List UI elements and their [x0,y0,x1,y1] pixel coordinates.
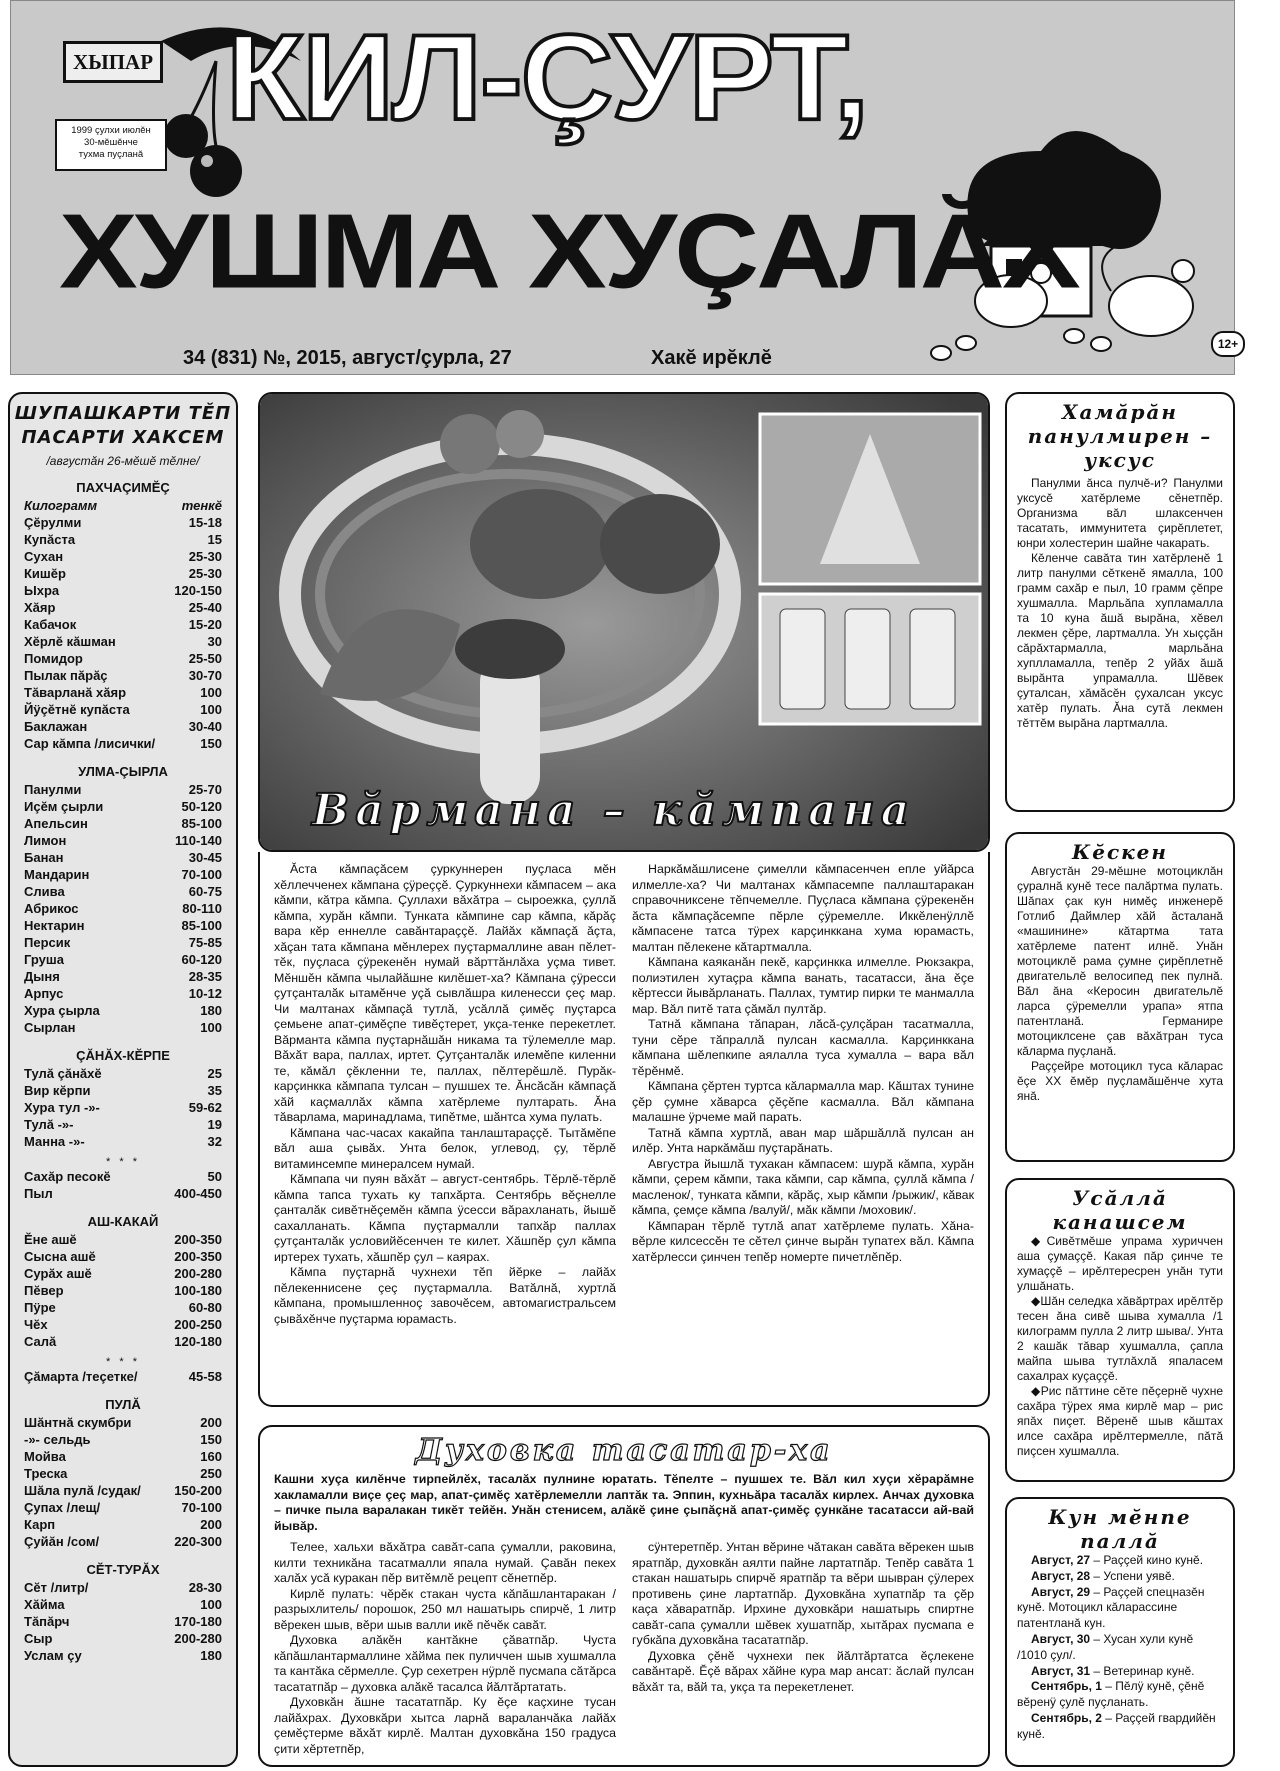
price-row [10,1414,236,1431]
date-label: Сентябрь, 1 [1031,1679,1102,1694]
brand-logo: ХЫПАР [63,41,163,83]
price-row [10,548,236,565]
item-name: Иçĕм çырли [24,799,104,814]
date-event: – Раççей кино кунĕ. [1090,1553,1204,1567]
item-name: Сар кăмпа /лисички/ [24,736,156,751]
paragraph: Телее, хальхи вăхăтра савăт-сапа çумалли, раковина, килти техникăна тасатмалли япала нумай. Çавăн пекех халăх усă куракан пĕр витĕмлĕ рецепт сĕнетпĕр. [274,1540,616,1585]
oven-lead: Кашни хуçа килĕнче тирпейлĕх, тасалăх пулнине юратать. Тĕпелте – пушшех те. Вăл кил хуçи хĕрарăмне хакламалли виçе çеç мар, апат-çимĕç хатĕрлемелли лаптăк та. Эппин, кухньăра тасалăх кирлех. Анчах духовка – пичке пыла варалакан тикĕт тейĕн. Унăн стенисем, алăкĕ çине çыпăçнă апат-çимĕç çункăне тасатасси ай-вай йывăр. [274,1472,974,1533]
item-price: 70-100 [181,867,222,882]
item-price: 28-30 [188,1580,222,1595]
item-name: Абрикос [24,901,79,916]
date-entry [1017,1711,1223,1743]
paragraph: Духовкăн ăшне тасататпăр. Ку ĕçе каçхине тусан лайăхрах. Духовкăри хытса ларнă вараланчăка лайăх çемĕçтерме вăхăт кирлĕ. Малтан духовкăна 150 градуса çити хĕртетпĕр, [274,1695,616,1756]
price-row [10,667,236,684]
item-name: Тăпăрч [24,1614,70,1629]
item-name: Карп [24,1517,56,1532]
item-price: 25-30 [188,549,222,564]
price-row [10,1185,236,1202]
item-price: 80-110 [182,901,222,916]
item-price: 25-40 [188,600,222,615]
item-price: 200-250 [174,1317,222,1332]
price-row [10,718,236,735]
paragraph: Кăмпаран тĕрлĕ тутлă апат хатĕрлеме пулать. Хăна-вĕрле килсессĕн те сĕтел çинче вырăн тупатех вăл. Кăмпа хатĕрлесси çинчен тепĕр номерте пичетлĕпĕр. [632,1218,974,1264]
price-row [10,1231,236,1248]
price-row [10,1116,236,1133]
item-name: Кишĕр [24,566,66,581]
item-price: 25 [207,1066,222,1081]
market-section-heading: УЛМА-ÇЫРЛА [78,764,168,779]
price-row [10,1448,236,1465]
item-price: 150 [200,736,222,751]
paragraph: Кăмпа пуçтарнă чухнехи тĕп йĕрке – лайăх пĕлекеннисене çеç пуçтармалла. Ватăлнă, хуртлă кăмпана, промышленноç завочĕсем, автомагистральсем çывăхĕнче пуçтарма юрамасть. [274,1265,616,1326]
paragraph: Наркăмăшлисене çимелли кăмпасенчен епле уйăрса илмелле-ха? Чи малтанах кăмпасемпе паллаштаракан справочниксене тĕпчемелле. Пуçласа кăмпана çÿрекенĕн ăста кăмпаçăсемпе пĕрле çÿремелле. Иккĕленÿллĕ кăмпасене татса тÿрех карçинккана хума юрамасть, малтан пĕлекене кăтартмалла. [632,862,974,954]
item-name: Хăйма [24,1597,65,1612]
paragraph: ◆Рис пăттине сĕте пĕçернĕ чухне сахăра тÿрех яма кирлĕ мар – рис япăх пиçет. Вĕренĕ шыв кăштах илсе сахăра ирĕлтермелле, пăтă пиçсен хушмалла. [1017,1384,1223,1458]
item-price: 200 [200,1517,222,1532]
price-row [10,832,236,849]
item-price: 100 [200,1020,222,1035]
price-row [10,1333,236,1350]
item-name: Вир кĕрпи [24,1083,91,1098]
item-name: Сĕт /литр/ [24,1580,89,1595]
item-name: Пÿре [24,1300,56,1315]
paragraph: Кăмпана каяканăн пекĕ, карçинкка илмелле. Рюкзакра, полиэтилен хутаçра кăмпа ванать, тасатасси, ăна ĕçе кĕртесси йывăрланать. Паллах, тумтир пирки те манмалла мар. Вăл питĕ тата çăмăл пултăр. [632,955,974,1016]
price-row [10,565,236,582]
vinegar-title: Хамăрăн панулмирен – уксус [1027,400,1213,472]
date-entry [1017,1664,1223,1680]
tips-title: Усăллă канашсем [1052,1186,1188,1234]
market-title: ШУПАШКАРТИ ТĔП ПАСАРТИ ХАКСЕМ [14,403,232,448]
price-row [10,1248,236,1265]
item-price: 200-350 [174,1249,222,1264]
paragraph: ◆Сивĕтмĕше упрама хуриччен аша çумаççĕ. Какая пăр çинче те хумаççĕ – ирĕлтересрен унăн тути улшăнать. [1017,1234,1223,1293]
price-row [10,735,236,752]
market-list [10,480,236,1664]
founding-note [55,119,167,171]
price-row [10,1596,236,1613]
item-price: 25-30 [188,566,222,581]
price-row [10,701,236,718]
item-name: Сухан [24,549,64,564]
item-name: Помидор [24,651,83,666]
price-row [10,1613,236,1630]
item-price: 35 [207,1083,222,1098]
item-name: Мандарин [24,867,90,882]
item-name: Кабачок [24,617,77,632]
price-row [10,599,236,616]
item-price: 150-200 [174,1483,222,1498]
item-name: Апельсин [24,816,88,831]
item-price: 180 [200,1003,222,1018]
price-row [10,866,236,883]
item-name: Нектарин [24,918,85,933]
date-event: – Раççей гвардийĕн кунĕ. [1017,1710,1216,1741]
price-row [10,1168,236,1185]
paragraph: Кăмпана çĕртен туртса кăлармалла мар. Кăштах тунине çĕр çумне хăварса çĕçĕпе касмалла. Вăл кăмпана малашне ÿрчеме май парать. [632,1079,974,1124]
item-price: 200-280 [174,1266,222,1281]
item-name: Шăла пулă /судак/ [24,1483,141,1498]
price-row [10,650,236,667]
paragraph: Духовка çĕнĕ чухнехи пек йăлтăртатса ĕçлекене савăнтарĕ. Ĕçĕ вăрах хăйне кура мар ансат: ăслай пулсан вăхăт та, вăй та, укçа та перекетленет. [632,1648,974,1694]
price-row [10,1499,236,1516]
item-price: 180 [200,1648,222,1663]
units-label: Килограмм [24,498,98,513]
item-price: 100 [200,1597,222,1612]
item-price: 85-100 [181,816,222,831]
item-name: Сырлан [24,1020,76,1035]
item-name: Треска [24,1466,68,1481]
price-row [10,531,236,548]
item-name: Сурăх ашĕ [24,1266,92,1281]
feature-title: Вăрмана – кăмпана [312,785,916,836]
item-name: Шăнтнă скумбри [24,1415,132,1430]
price-row [10,633,236,650]
item-name: Çупах /лещ/ [24,1500,101,1515]
item-name: Çĕрулми [24,515,82,530]
paragraph: Кăмпана час-часах какайпа танлаштараççĕ. Тытăмĕпе вăл аша çывăх. Унта белок, углевод, çу, тĕрлĕ витаминсемпе минералсем нумай. [274,1125,616,1171]
item-price: 25-50 [188,651,222,666]
feature-article [258,852,990,1407]
item-price: 400-450 [174,1186,222,1201]
paragraph: Кирлĕ пулать: чĕрĕк стакан чуста кăпăшлантаракан /разрыхлитель/ порошок, 250 мл нашатырь спирчĕ, 1 литр вĕрекен шыв, вĕри шыв валли икĕ пĕчĕк савăт. [274,1586,616,1632]
price-row [10,1316,236,1333]
item-name: Арпус [24,986,64,1001]
date-entry [1017,1553,1223,1569]
item-name: Хăяр [24,600,56,615]
price-row [10,1431,236,1448]
market-prices-panel [8,392,238,1767]
price-row [10,514,236,531]
price-row [10,985,236,1002]
item-price: 30 [207,634,222,649]
item-price: 150 [200,1432,222,1447]
item-name: Мойва [24,1449,66,1464]
price-row [10,1516,236,1533]
item-price: 75-85 [188,935,222,950]
paragraph: сÿнтеретпĕр. Унтан вĕрине чăтакан савăта вĕрекен шыв яратпăр, духовкăн аялти пайне лартатпăр. Тепĕр савăта 1 стакан нашатырь спирчĕ яратпăр та вĕри шывран çÿлерех противень çине лартатпăр. Духовкăна хупатпăр та çĕр каçа хăваратпăр. Ирхине духовкăри нашатырь спиртне савăт-сапа çумалли шĕвек хушатпăр, хытăрах пусмапа е губкăпа духовкăна тасататпăр. [632,1540,974,1647]
item-name: Хура çырла [24,1003,100,1018]
feature-column-1 [274,862,616,1395]
paragraph: Кăмпапа чи пуян вăхăт – август-сентябрь. Тĕрлĕ-тĕрлĕ кăмпа тапса тухать ку тапхăрта. Сентябрь вĕçнелле çанталăк сивĕтнĕçемĕн кăмпа ÿсесси вăрахланать, йышĕ сахалланать. Кăмпа пуçтармалли тапхăр паллах çутçанталăк условийĕсенчен те килет. Хăшпĕр çул кăмпа иртерех тухать, хăшпĕр çул – каярах. [274,1172,616,1264]
item-price: 220-300 [174,1534,222,1549]
paragraph: Августăн 29-мĕшне мотоциклăн çуралнă кунĕ тесе палăртма пулать. Шăпах çак кун нимĕç инженерĕ Готлиб Даймлер хăй ăсталанă «машинине» кăтартма тата хатĕрлеме патент илнĕ. Унăн мотоциклĕ рама çумне çирĕплетнĕ двигательлĕ велосипед пек пулнă. Вăл ăна «Керосин двигательлĕ ларса çÿремелли урапа» ятпа патентланă. Германире мотоциклсене çав вăхăтран туса кăларма пуçланă. [1017,864,1223,1058]
item-price: 28-35 [188,969,222,984]
date-entry [1017,1632,1223,1664]
market-units-row [10,497,236,514]
price-row [10,934,236,951]
item-price: 60-75 [188,884,222,899]
price-row [10,951,236,968]
item-price: 100 [200,685,222,700]
item-price: 60-80 [188,1300,222,1315]
market-section-heading: * * * [106,1156,140,1168]
price-row [10,1465,236,1482]
date-event: – Хусан хули кунĕ /1010 çул/. [1017,1631,1194,1662]
item-name: Баклажан [24,719,88,734]
item-price: 85-100 [181,918,222,933]
date-event: – Пĕлÿ кунĕ, çĕнĕ вĕренÿ çулĕ пуçланать. [1017,1679,1205,1710]
founding-line: 1999 çулхи июлĕн [71,125,151,136]
price-row [10,1368,236,1385]
paragraph: Раççейре мотоцикл туса кăларас ĕçе XX ĕмĕр пуçламăшĕнче хута янă. [1017,1059,1223,1103]
dates-title: Кун мĕнпе паллă [1048,1505,1192,1553]
paragraph: Ăста кăмпаçăсем çуркуннерен пуçласа мĕн хĕллечченех кăмпана çÿреççĕ. Çуркуннехи кăмпасем – ака кăмпи, кăтра кăмпа. Çуллахи вăхăтра – сыроежка, çуллă кăмпа, хурăн кăмпи. Тунката кăмпине сар кăмпа, кăрăç вара кĕр еннелле савăнтараççĕ. Лайăх кăмпаçă ăçта, хăçан тата кăмпана мĕнлерех пуçтармаллине аван пĕлет-тĕк, пуçласа çÿрекенĕн нумай вăрттăнлăха уçма тивет. Мĕншĕн кăмпа чылайăшне килĕшет-ха? Кăмпана çÿресси çутçанталăк ытамĕнче уçă сывлăшра киленесси çеç мар. Чи малтанах кăмпаçă тутлă, усăллă çимĕç пуçтарса çемьене апат-çимĕçпе тивĕçтерет, укçа-тенке перекетлет. Вăрманта кăмпа пуçтарнăшăн никама та тÿлемелле мар. Вăхăт вара, паллах, иртет. Çутçанталăк илемĕпе киленни те, кăмăл çĕкленни те, паллах, пĕлтерĕшлĕ. Пурăк-карçинкка кăмпапа тулсан – пушшех те. Ăнсăсăн кăмпаçă хăй каçмаллăх кăмпа хатĕрлеме пултарать. Ăна тăварлама, маринадлама, типĕтме, шăнтса хума пулать. [274,862,616,1124]
price-note: Хакĕ ирĕклĕ [651,347,772,369]
item-name: Груша [24,952,64,967]
price-row [10,781,236,798]
price-row [10,1082,236,1099]
price-row [10,1533,236,1550]
paragraph: Кĕленче савăта тин хатĕрленĕ 1 литр панулми сĕткенĕ ямалла, 100 грамм сахăр е пыл, 10 грамм çĕпре хушмалла. Марльăпа хупламалла та 10 куна ăшă вырăна, хĕвел лекмен çĕре, лартмалла. Ун хыççăн сăрăхтармалла, марльăна хуплламалла, тепĕр 2 уйăх ăшă вырăнта упрамалла. Шĕвек çуталсан, хăмăсĕн çухалсан уксус хатĕр пулать. Ăна сутă лекмен тĕттĕм вырăна лартмалла. [1017,551,1223,730]
dates-box [1005,1497,1235,1767]
price-row [10,1282,236,1299]
title-line-2: ХУШМА ХУÇАЛĂХ [59,192,1078,311]
date-label: Август, 30 [1031,1631,1091,1646]
date-event: – Успени уявĕ. [1090,1568,1175,1583]
item-price: 250 [200,1466,222,1481]
item-name: -»- сельдь [24,1432,91,1447]
date-label: Август, 28 [1031,1568,1091,1583]
item-price: 170-180 [174,1614,222,1629]
market-section-heading: ПУЛĂ [105,1397,141,1412]
market-section-heading: АШ-КАКАЙ [87,1214,159,1229]
item-name: Сысна ашĕ [24,1249,96,1264]
date-entry [1017,1679,1223,1711]
item-price: 100 [200,702,222,717]
price-row [10,1482,236,1499]
mushroom-photo [258,392,990,852]
issue-info: 34 (831) №, 2015, август/çурла, 27 [183,347,512,369]
price-row [10,1099,236,1116]
date-event: – Раççей спецназĕн кунĕ. Мотоцикл кăларассине патентланă кун. [1017,1584,1205,1631]
brief-box [1005,832,1235,1162]
date-label: Август, 29 [1031,1584,1091,1599]
item-name: Ыхра [24,583,60,598]
item-name: Панулми [24,782,82,797]
paragraph: Татнă кăмпа хуртлă, аван мар шăршăллă пулсан ан илĕр. Унта наркăмăш пуçтарăнать. [632,1125,974,1155]
paragraph: Панулми ăнса пулчĕ-и? Панулми уксусĕ хатĕрлеме сĕнетпĕр. Организма вăл шлаксенчен тасатать, иммунитета çирĕплетет, юнри холестерин шайне чакарать. [1017,476,1223,550]
item-name: Тăварланă хăяр [24,685,127,700]
currency-label: тенкĕ [181,498,222,513]
date-label: Сентябрь, 2 [1031,1710,1102,1725]
paragraph: ◆Шăн селедка хăвăртрах ирĕлтĕр тесен ăна сивĕ шыва хумалла /1 килограмм пулла 2 литр шыва/. Унта 2 кашăк тăвар хушмалла, çапла майпа шыва тутлăхлă япаласем сахалрах куçаççĕ. [1017,1294,1223,1383]
item-name: Çуйăн /сом/ [24,1534,100,1549]
item-price: 100-180 [174,1283,222,1298]
item-name: Пĕвер [24,1283,64,1298]
price-row [10,883,236,900]
price-row [10,968,236,985]
paragraph: Духовка алăкĕн кантăкне çăватпăр. Чуста кăпăшлантармаллине хăйма пек пуличчен шыв хушмалла та кантăка сĕрмелле. Çур сехетрен нÿрлĕ пусмапа сăтăрса тасататпăр – духовка алăкĕ тасалса йăлтăртатать. [274,1633,616,1694]
item-name: Персик [24,935,71,950]
price-row [10,917,236,934]
oven-column-1 [274,1540,616,1757]
item-price: 30-45 [188,850,222,865]
item-name: Тулă çăнăхĕ [24,1066,102,1081]
item-name: Пылак пăрăç [24,668,108,683]
date-entry [1017,1585,1223,1632]
price-row [10,1002,236,1019]
item-name: Чĕх [24,1317,48,1332]
item-price: 15 [207,532,222,547]
item-price: 200-280 [174,1631,222,1646]
price-row [10,1299,236,1316]
price-row [10,1630,236,1647]
market-section-heading: * * * [106,1356,140,1368]
market-section-heading: ПАХЧАÇИМĔÇ [76,480,170,495]
founding-line: тухма пуçланă [78,149,144,160]
item-price: 30-70 [188,668,222,683]
item-name: Слива [24,884,65,899]
item-price: 200-350 [174,1232,222,1247]
item-name: Хĕрлĕ кăшман [24,634,116,649]
item-price: 25-70 [188,782,222,797]
date-label: Август, 27 [1031,1553,1091,1567]
item-price: 32 [207,1134,222,1149]
price-row [10,1019,236,1036]
item-price: 59-62 [188,1100,222,1115]
item-price: 120-180 [174,1334,222,1349]
price-row [10,1065,236,1082]
founding-line: 30-мĕшĕнче [84,137,138,148]
price-row [10,1579,236,1596]
item-price: 15-18 [188,515,222,530]
item-name: Йÿçĕтнĕ купăста [24,702,130,717]
item-name: Хура тул -»- [24,1100,100,1115]
price-row [10,616,236,633]
item-name: Çăмарта /теçетке/ [24,1369,138,1384]
date-entry [1017,1569,1223,1585]
oven-article [258,1425,990,1767]
mushroom-basket-image [260,394,990,852]
price-row [10,1647,236,1664]
item-price: 200 [200,1415,222,1430]
item-price: 15-20 [188,617,222,632]
item-price: 10-12 [188,986,222,1001]
paragraph: Августра йышлă тухакан кăмпасем: шурă кăмпа, хурăн кăмпи, çерем кăмпи, така кăмпи, сар кăмпа, çуллă кăмпа /масленок/, тунката кăмпи, кăрăç, хыр кăмпи /рыжик/, кăвак кăмпа, çемçе кăмпа /валуй/, мăк кăмпи /моховик/. [632,1156,974,1217]
item-name: Пыл [24,1186,53,1201]
item-price: 60-120 [181,952,222,967]
item-name: Сыр [24,1631,53,1646]
price-row [10,1133,236,1150]
item-price: 50-120 [181,799,222,814]
item-price: 110-140 [175,833,222,848]
item-name: Сахăр песокĕ [24,1169,111,1184]
price-row [10,815,236,832]
item-name: Услам çу [24,1648,82,1663]
item-name: Купăста [24,532,76,547]
price-row [10,684,236,701]
item-name: Дыня [24,969,60,984]
oven-column-2 [632,1540,974,1757]
date-event: – Ветеринар кунĕ. [1090,1663,1195,1678]
masthead [10,0,1239,375]
oven-title: Духовка тасатар-ха [415,1433,833,1468]
item-price: 160 [200,1449,222,1464]
market-date: /августăн 26-мĕшĕ тĕлне/ [46,454,200,468]
item-name: Банан [24,850,64,865]
item-name: Тулă -»- [24,1117,74,1132]
item-price: 120-150 [174,583,222,598]
item-name: Салă [24,1334,57,1349]
price-row [10,1265,236,1282]
price-row [10,798,236,815]
market-section-heading: СĔТ-ТУРĂХ [86,1562,160,1577]
price-row [10,582,236,599]
price-row [10,849,236,866]
item-price: 45-58 [188,1369,222,1384]
item-name: Ĕне ашĕ [24,1232,77,1247]
brief-title: Кĕскен [1072,840,1168,864]
title-line-1: КИЛ-ÇУРТ, [226,9,868,146]
item-price: 50 [207,1169,222,1184]
item-price: 19 [207,1117,222,1132]
tips-box [1005,1178,1235,1482]
item-price: 70-100 [181,1500,222,1515]
date-label: Август, 31 [1031,1663,1091,1678]
age-rating-badge: 12+ [1211,331,1245,357]
feature-column-2 [632,862,974,1395]
market-section-heading: ÇĂНĂХ-КĔРПЕ [76,1048,170,1063]
vinegar-box [1005,392,1235,812]
dates-list [1017,1553,1223,1743]
paragraph: Татнă кăмпана тăпаран, лăсă-çулçăран тасатмалла, туни сĕре тăпраллă пулсан касмалла. Карçинккана кăмпана шĕлепкипе аялалла туса хумалла – вара вăл тĕрĕнмĕ. [632,1017,974,1078]
price-row [10,900,236,917]
item-name: Манна -»- [24,1134,85,1149]
item-name: Лимон [24,833,67,848]
item-price: 30-40 [188,719,222,734]
